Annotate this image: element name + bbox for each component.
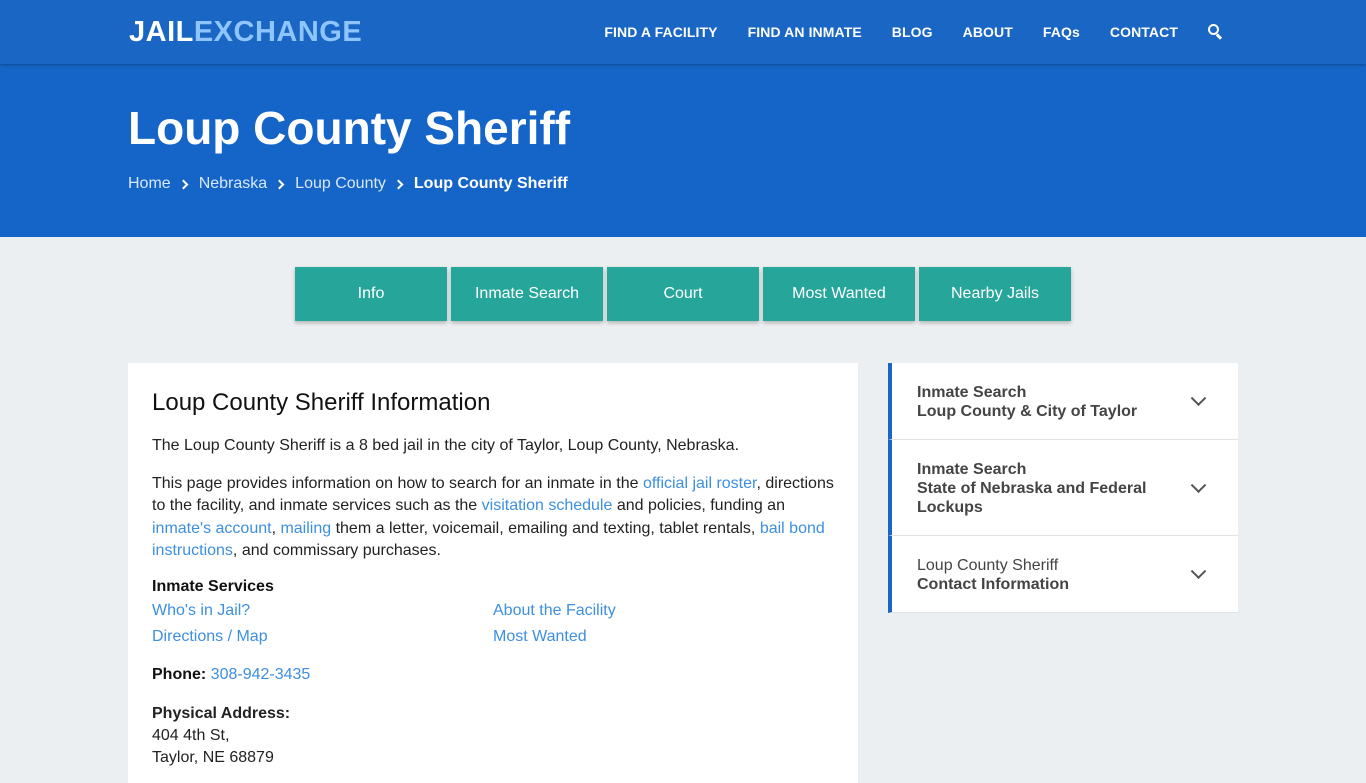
accordion-contact-info[interactable] xyxy=(888,536,1238,613)
nav-find-inmate[interactable]: FIND AN INMATE xyxy=(747,24,862,40)
description-text xyxy=(152,473,834,563)
desc-text-6: , and commissary purchases. xyxy=(232,542,441,559)
chevron-right-icon xyxy=(275,179,285,189)
most-wanted-link[interactable]: Most Wanted xyxy=(493,627,587,645)
tab-info[interactable]: Info xyxy=(295,267,447,321)
visitation-link[interactable]: visitation schedule xyxy=(481,497,613,514)
info-card xyxy=(128,363,858,783)
jail-roster-link[interactable]: official jail roster xyxy=(642,474,757,492)
page-header xyxy=(0,64,1366,237)
services-heading: Inmate Services xyxy=(152,577,274,595)
logo-part-jail: JAIL xyxy=(129,16,194,48)
desc-text-5: them a letter, voicemail, emailing and texting, tablet rentals, xyxy=(331,519,760,537)
breadcrumb-home[interactable]: Home xyxy=(128,175,171,192)
nav-contact[interactable]: CONTACT xyxy=(1109,24,1178,40)
page-title: Loup County Sheriff xyxy=(128,102,571,154)
mailing-link[interactable]: mailing xyxy=(280,519,332,537)
nav-about[interactable]: ABOUT xyxy=(962,24,1013,40)
bail-bond-link[interactable]: bail bond instructions xyxy=(152,519,825,559)
desc-text-2: , directions to the facility, and inmate services such as the xyxy=(152,474,834,514)
chevron-right-icon xyxy=(178,179,188,189)
inmate-account-link[interactable]: inmate's account xyxy=(152,519,272,537)
top-navbar xyxy=(0,0,1366,64)
accordion-inmate-search-state[interactable] xyxy=(888,440,1238,536)
accordion-subtitle: State of Nebraska and Federal Lockups xyxy=(917,480,1147,516)
address-line-1: 404 4th St, xyxy=(152,726,230,744)
tab-nearby-jails[interactable]: Nearby Jails xyxy=(919,267,1071,321)
logo-part-exchange: EXCHANGE xyxy=(193,16,363,48)
breadcrumb-county[interactable]: Loup County xyxy=(295,175,386,192)
tab-inmate-search[interactable]: Inmate Search xyxy=(451,267,603,321)
accordion-inmate-search-county[interactable] xyxy=(888,363,1238,440)
desc-text-4: , xyxy=(271,519,281,537)
whos-in-jail-link[interactable]: Who's in Jail? xyxy=(152,601,251,619)
breadcrumb-state[interactable]: Nebraska xyxy=(198,175,268,192)
nav-faqs[interactable]: FAQs xyxy=(1042,24,1080,40)
nav-blog[interactable]: BLOG xyxy=(891,24,933,40)
main-nav xyxy=(574,0,1224,64)
intro-text: The Loup County Sheriff is a 8 bed jail in the city of Taylor, Loup County, Nebraska. xyxy=(152,437,740,454)
search-icon[interactable] xyxy=(1208,24,1224,40)
services-list xyxy=(152,600,834,648)
chevron-right-icon xyxy=(393,179,403,189)
chevron-down-icon[interactable] xyxy=(1191,390,1207,406)
directions-map-link[interactable]: Directions / Map xyxy=(152,627,268,645)
info-heading: Loup County Sheriff Information xyxy=(152,389,491,416)
chevron-down-icon[interactable] xyxy=(1191,477,1207,493)
accordion-title: Inmate Search xyxy=(917,461,1027,478)
accordion-title: Inmate Search xyxy=(917,384,1027,401)
accordion-title: Loup County Sheriff xyxy=(917,557,1059,574)
tab-court[interactable]: Court xyxy=(607,267,759,321)
section-tabs xyxy=(295,267,1075,321)
desc-text-3: and policies, funding an xyxy=(612,497,785,514)
phone-link[interactable]: 308-942-3435 xyxy=(210,665,311,683)
address-line-2: Taylor, NE 68879 xyxy=(152,748,274,766)
tab-most-wanted[interactable]: Most Wanted xyxy=(763,267,915,321)
address-block xyxy=(152,703,834,769)
nav-find-facility[interactable]: FIND A FACILITY xyxy=(604,24,718,40)
breadcrumb-current: Loup County Sheriff xyxy=(413,175,568,192)
site-logo[interactable] xyxy=(129,16,362,48)
phone-row xyxy=(152,664,834,686)
desc-text-1: This page provides information on how to search for an inmate in the xyxy=(152,474,643,492)
breadcrumb xyxy=(128,175,568,193)
accordion-subtitle: Contact Information xyxy=(917,576,1069,593)
accordion-subtitle: Loup County & City of Taylor xyxy=(917,403,1138,420)
address-label: Physical Address: xyxy=(152,704,291,722)
about-facility-link[interactable]: About the Facility xyxy=(493,601,616,619)
phone-label: Phone: xyxy=(152,665,207,683)
sidebar-accordion xyxy=(888,363,1238,613)
chevron-down-icon[interactable] xyxy=(1191,563,1207,579)
